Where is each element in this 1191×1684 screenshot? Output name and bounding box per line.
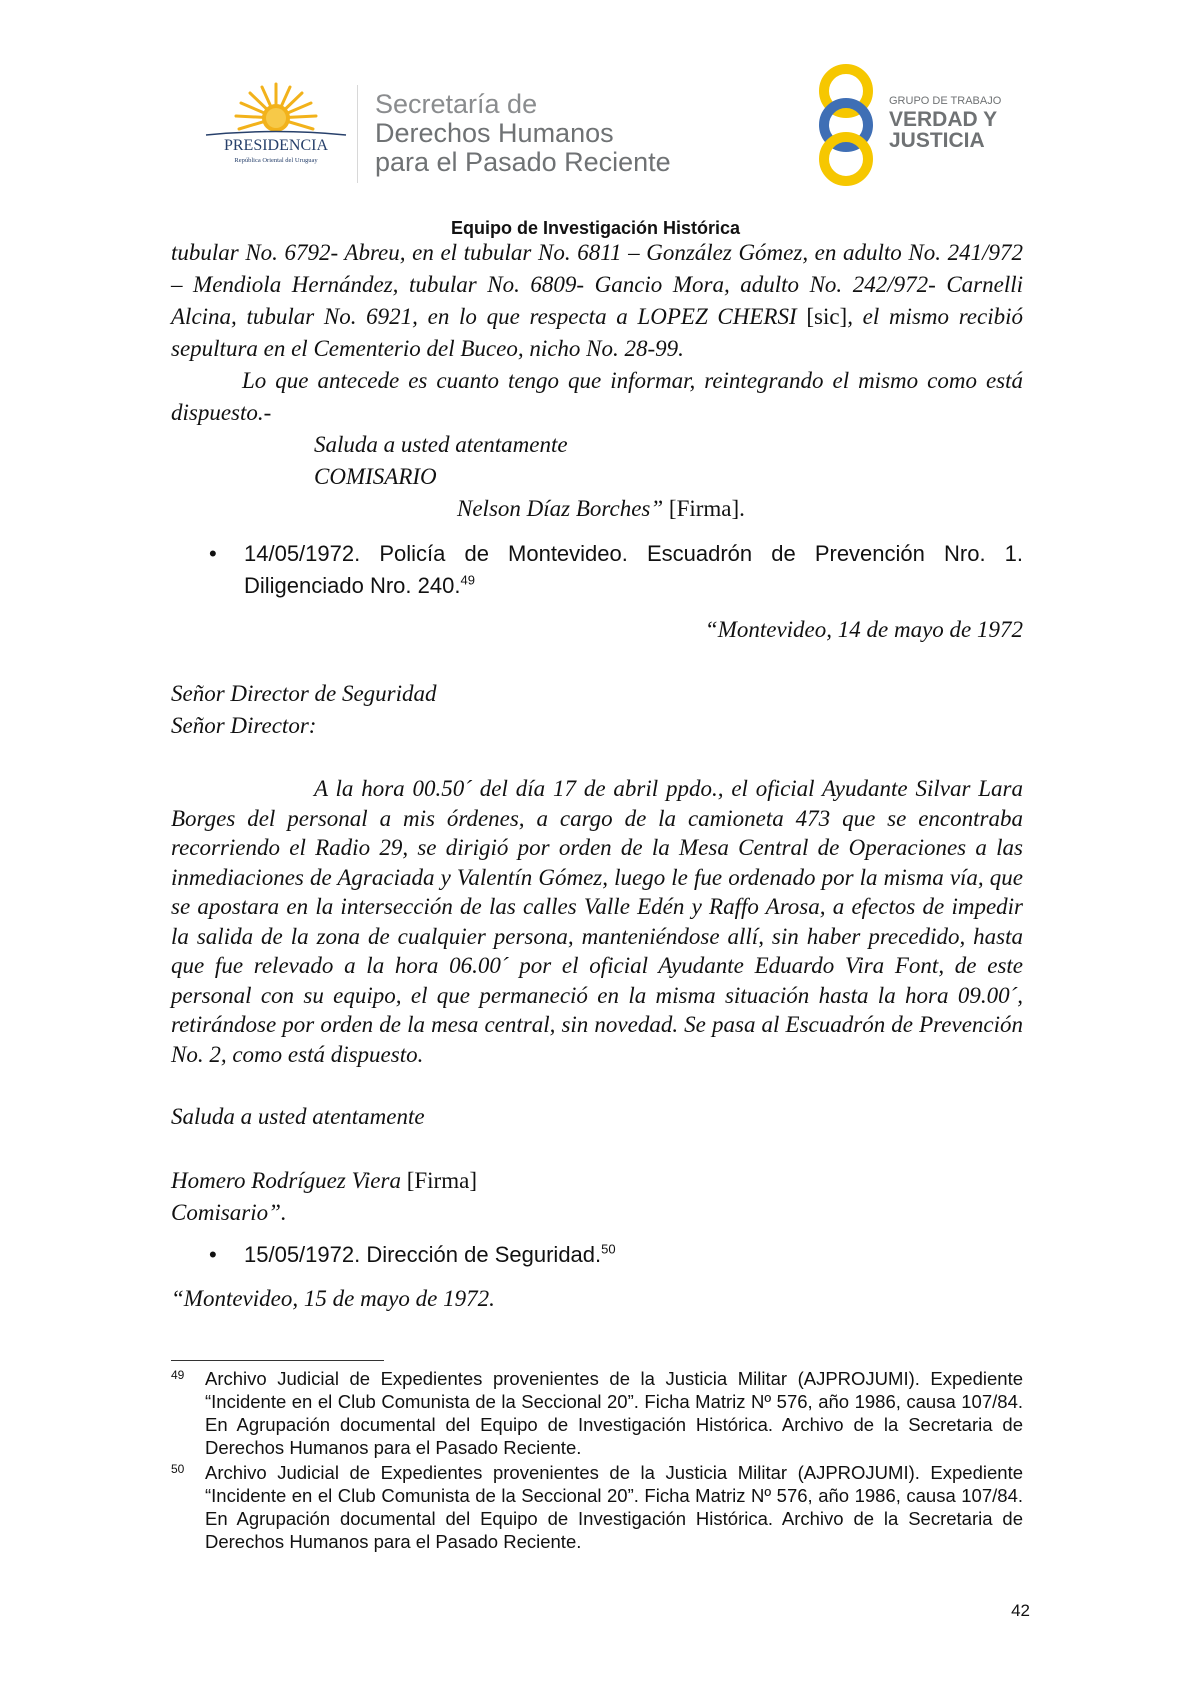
rank-1: COMISARIO bbox=[314, 464, 437, 489]
signature-2 bbox=[171, 1165, 1023, 1197]
footnote-ref-50[interactable]: 50 bbox=[601, 1241, 616, 1257]
letter-paragraph: A la hora 00.50´ del día 17 de abril ppdo., el oficial Ayudante Silvar Lara Borges del personal a mis órdenes, a cargo de la camioneta 473 que se encontraba recorriendo el Radio 29, se dirigió por orden de la Mesa Central de Operaciones a las inmediaciones de Agraciada y Valentín Gómez, luego le fue ordenado por la misma vía, que se apostara en la intersección de las calles Valle Edén y Raffo Arosa, a efectos de impedir la salida de la zona de cualquier persona, manteniéndose allí, sin haber precedido, hasta que fue relevado a la hora 06.00´ por el oficial Ayudante Eduardo Vira Font, de este personal con su equipo, el que permaneció en la misma situación hasta la hora 09.00´, retirándose por orden de la mesa central, sin novedad. Se pasa al Escuadrón de Prevención No. 2, como está dispuesto. bbox=[171, 776, 1023, 1067]
verdad-justicia-logo bbox=[812, 63, 1027, 188]
signer-2: Homero Rodríguez Viera bbox=[171, 1168, 401, 1193]
footnote-50 bbox=[171, 1461, 1023, 1553]
sun-icon bbox=[236, 84, 316, 132]
group-line-1: GRUPO DE TRABAJO bbox=[889, 95, 1002, 107]
footnote-number: 49 bbox=[171, 1368, 185, 1382]
secretaria-line-1: Secretaría de bbox=[375, 89, 538, 119]
group-line-3: JUSTICIA bbox=[889, 129, 985, 152]
footnote-49 bbox=[171, 1367, 1023, 1459]
bullet-icon: • bbox=[209, 541, 217, 566]
sic-note: [sic] bbox=[806, 304, 848, 329]
bullet-icon: • bbox=[209, 1242, 217, 1267]
bullet-1-text: 14/05/1972. Policía de Montevideo. Escuadrón de Prevención Nro. 1. Diligenciado Nro. 240. bbox=[244, 541, 1023, 598]
footnote-ref-49[interactable]: 49 bbox=[460, 572, 475, 588]
letter-date-2: “Montevideo, 15 de mayo de 1972. bbox=[171, 1286, 495, 1311]
group-line-2: VERDAD Y bbox=[889, 108, 998, 131]
salutation-1: Saluda a usted atentamente bbox=[314, 432, 568, 457]
salutation-2: Saluda a usted atentamente bbox=[171, 1104, 425, 1129]
document-body bbox=[171, 237, 1023, 1315]
paragraph-1-text: tubular No. 6792- Abreu, en el tubular No. 6811 – González Gómez, en adulto No. 241/972 – Mendiola Hernández, tubular No. 6809- Gancio Mora, adulto No. 242/972- Carnelli Alcina, tubular No. 6921, en lo que respecta a LOPEZ CHERSI bbox=[171, 240, 1023, 329]
footnote-text: Archivo Judicial de Expedientes provenientes de la Justicia Militar (AJPROJUMI). Expediente “Incidente en el Club Comunista de la Seccional 20”. Ficha Matriz Nº 576, año 1986, causa 107/84. En Agrupación documental del Equipo de Investigación Histórica. Archivo de la Secretaria de Derechos Humanos para el Pasado Reciente. bbox=[205, 1368, 1023, 1458]
footnote-number: 50 bbox=[171, 1462, 185, 1476]
signer-1: Nelson Díaz Borches” bbox=[457, 496, 664, 521]
footnote-text: Archivo Judicial de Expedientes provenientes de la Justicia Militar (AJPROJUMI). Expediente “Incidente en el Club Comunista de la Seccional 20”. Ficha Matriz Nº 576, año 1986, causa 107/84. En Agrupación documental del Equipo de Investigación Histórica. Archivo de la Secretaria de Derechos Humanos para el Pasado Reciente. bbox=[205, 1462, 1023, 1552]
rings-icon bbox=[824, 69, 868, 181]
secretaria-line-2: Derechos Humanos bbox=[375, 118, 614, 148]
addressee-1: Señor Director de Seguridad bbox=[171, 681, 437, 706]
footnotes bbox=[171, 1367, 1023, 1555]
paragraph-2: Lo que antecede es cuanto tengo que informar, reintegrando el mismo como está dispuesto.- bbox=[171, 368, 1023, 425]
presidencia-logo-text: PRESIDENCIA bbox=[223, 137, 329, 154]
signature-1 bbox=[171, 493, 1023, 525]
presidencia-logo bbox=[196, 80, 356, 180]
bullet-item-1 bbox=[171, 538, 1023, 602]
firma-1: [Firma]. bbox=[668, 496, 745, 521]
firma-2: [Firma] bbox=[406, 1168, 477, 1193]
header-divider bbox=[357, 85, 358, 183]
secretaria-line-3: para el Pasado Reciente bbox=[375, 147, 671, 177]
rank-2: Comisario”. bbox=[171, 1200, 287, 1225]
paragraph-1-text-end: , el mismo recibió sepultura en el Cementerio del Buceo, nicho No. 28-99. bbox=[171, 304, 1023, 361]
bullet-2-text: 15/05/1972. Dirección de Seguridad. bbox=[244, 1242, 602, 1267]
team-title: Equipo de Investigación Histórica bbox=[450, 218, 741, 238]
footnote-separator bbox=[171, 1360, 384, 1361]
presidencia-logo-subtext: República Oriental del Uruguay bbox=[234, 157, 318, 164]
letter-date-1: “Montevideo, 14 de mayo de 1972 bbox=[704, 617, 1023, 642]
secretaria-logo bbox=[375, 90, 671, 177]
addressee-2: Señor Director: bbox=[171, 713, 317, 738]
bullet-item-2 bbox=[171, 1239, 1023, 1271]
page-number: 42 bbox=[1011, 1601, 1030, 1620]
paragraph-1 bbox=[171, 237, 1023, 365]
